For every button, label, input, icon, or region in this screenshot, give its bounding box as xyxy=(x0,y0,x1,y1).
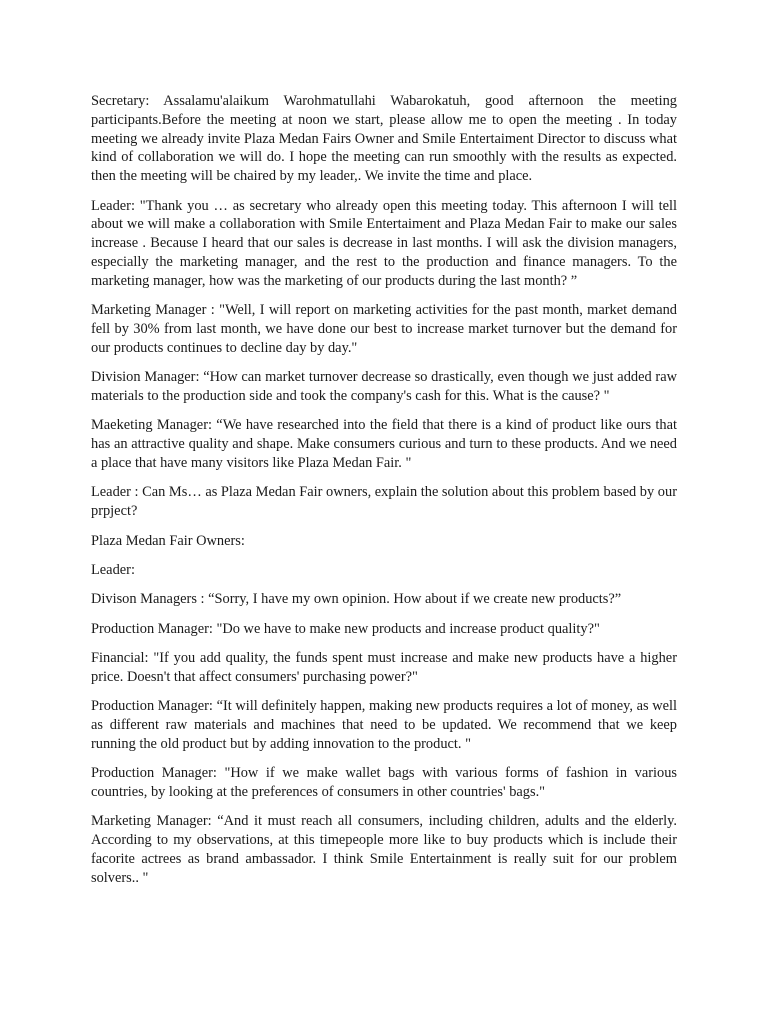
paragraph-leader: Leader: xyxy=(91,561,135,578)
paragraph-production-idea: Production Manager: "How if we make wallet bags with various forms of fashion in various countries, by looking at the preferences of consumers in other countries' bags." xyxy=(91,765,677,801)
paragraph-division-opinion: Divison Managers : “Sorry, I have my own opinion. How about if we create new products?” xyxy=(91,591,622,608)
paragraph-production-recommendation: Production Manager: “It will definitely happen, making new products requires a lot of money, as well as different raw materials and machines that need to be updated. We recommend that we keep running the old product but by adding innovation to the product. " xyxy=(91,698,677,752)
paragraph-secretary-opening: Secretary: Assalamu'alaikum Warohmatullahi Wabarokatuh, good afternoon the meeting participants.Before the meeting at noon we start, please allow me to open the meeting . In today meeting we already invite Plaza Medan Fairs Owner and Smile Entertaiment Director to discuss what kind of collaboration we will do. I hope the meeting can run smoothly with the results as expected. then the meeting will be chaired by my leader,. We invite the time and place. xyxy=(91,93,677,185)
paragraph-production-question: Production Manager: "Do we have to make new products and increase product quality?" xyxy=(91,620,600,637)
paragraph-plaza-owner: Plaza Medan Fair Owners: xyxy=(91,532,245,549)
paragraph-division-question: Division Manager: “How can market turnover decrease so drastically, even though we just added raw materials to the production side and took the company's cash for this. What is the cause? " xyxy=(91,369,677,404)
paragraph-leader-intro: Leader: "Thank you … as secretary who already open this meeting today. This afternoon I will tell about we will make a collaboration with Smile Entertaiment and Plaza Medan Fair to make our sales increase . Because I heard that our sales is decrease in last months. I will ask the division managers, especially the marketing manager, and the rest to the production and finance managers. To the marketing manager, how was the marketing of our products during the last month? ” xyxy=(91,197,677,289)
paragraph-marketing-closing: Marketing Manager: “And it must reach all consumers, including children, adults and the elderly. According to my observations, at this timepeople more like to buy products which is include their facorite actrees as brand ambassador. I think Smile Entertainment is really suit for our problem solvers.. " xyxy=(91,813,677,886)
paragraph-marketing-research: Maeketing Manager: “We have researched into the field that there is a kind of product like ours that has an attractive quality and shape. Make consumers curious and turn to these products. And we need a place that have many visitors like Plaza Medan Fair. " xyxy=(91,417,677,471)
paragraph-financial: Financial: "If you add quality, the funds spent must increase and make new products have a higher price. Doesn't that affect consumers' purchasing power?" xyxy=(91,650,677,685)
paragraph-leader-request: Leader : Can Ms… as Plaza Medan Fair owners, explain the solution about this problem based by our prpject? xyxy=(91,484,677,520)
paragraph-marketing-report: Marketing Manager : "Well, I will report on marketing activities for the past month, market demand fell by 30% from last month, we have done our best to increase market turnover but the demand for our products continues to decline day by day." xyxy=(91,302,677,356)
